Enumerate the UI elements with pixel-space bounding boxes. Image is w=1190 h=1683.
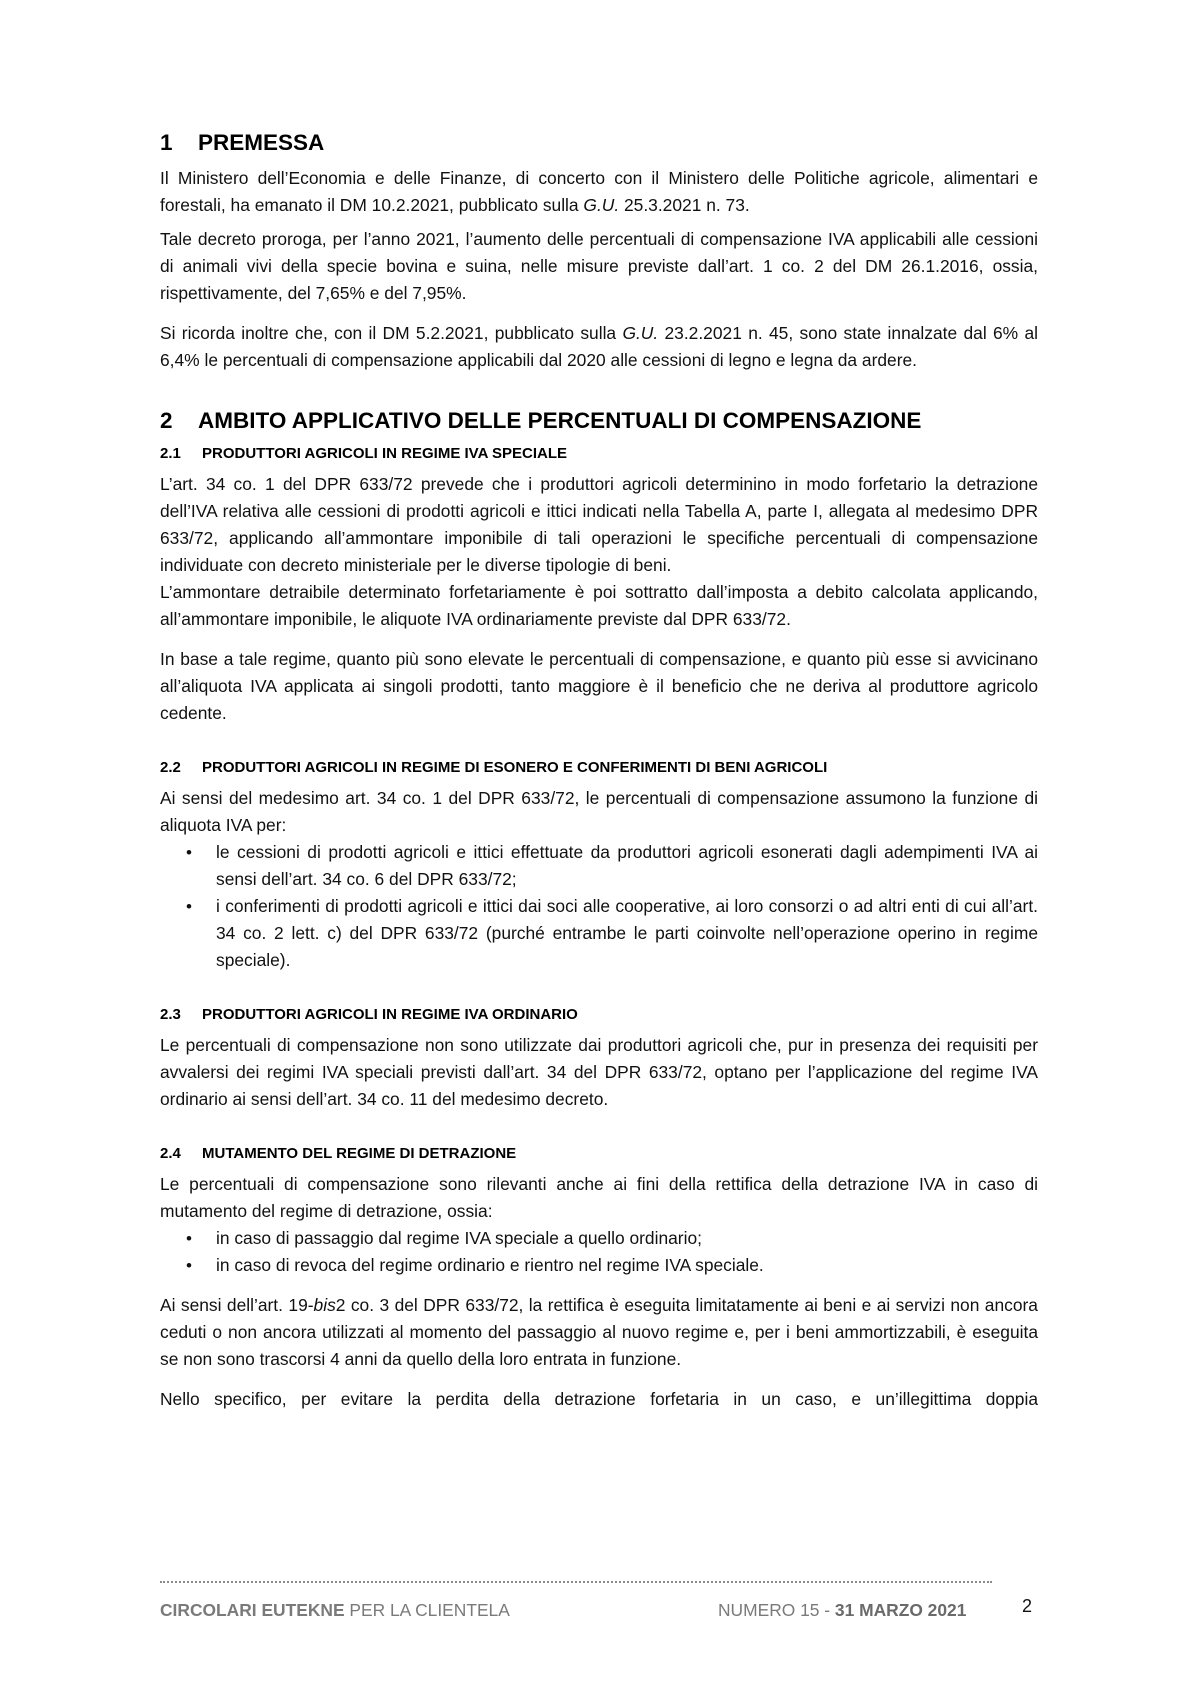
paragraph: Ai sensi del medesimo art. 34 co. 1 del DPR 633/72, le percentuali di compensazione assumono la funzione di aliquota IVA per: xyxy=(160,788,1038,835)
paragraph: Tale decreto proroga, per l’anno 2021, l’aumento delle percentuali di compensazione IVA applicabili alle cessioni di animali vivi della specie bovina e suina, nelle misure previste dall’art. 1 co. 2 del DM 26.1.2016, ossia, rispettivamente, del 7,65% e del 7,95%. xyxy=(160,229,1038,303)
section-title: PREMESSA xyxy=(198,130,325,155)
page-number: 2 xyxy=(1022,1596,1033,1616)
paragraph: In base a tale regime, quanto più sono elevate le percentuali di compensazione, e quanto più esse si avvicinano all’aliquota IVA applicata ai singoli prodotti, tanto maggiore è il beneficio che ne deriva al produttore agricolo cedente. xyxy=(160,649,1038,723)
bullet-icon: • xyxy=(186,1256,192,1275)
footer-divider xyxy=(160,1581,992,1583)
section-number: 2 xyxy=(160,408,173,433)
paragraph: L’art. 34 co. 1 del DPR 633/72 prevede che i produttori agricoli determinino in modo forfetario la detrazione dell’IVA relativa alle cessioni di prodotti agricoli e ittici indicati nella Tabella A, parte I, allegata al medesimo DPR 633/72, applicando all’ammontare imponibile di tali operazioni le specifiche percentuali di compensazione individuate con decreto ministeriale per le diverse tipologie di beni. xyxy=(160,474,1038,575)
issue-info: NUMERO 15 - 31 MARZO 2021 xyxy=(718,1600,967,1620)
paragraph: Nello specifico, per evitare la perdita della detrazione forfetaria in un caso, e un’illegittima doppia xyxy=(160,1389,1038,1409)
list-item: • le cessioni di prodotti agricoli e ittici effettuate da produttori agricoli esonerati dagli adempimenti IVA ai sensi dell’art. 34 co. 6 del DPR 633/72; xyxy=(160,839,1038,893)
subsection-heading-2-3: 2.3 PRODUTTORI AGRICOLI IN REGIME IVA ORDINARIO xyxy=(160,1006,578,1023)
list-item: • i conferimenti di prodotti agricoli e ittici dai soci alle cooperative, ai loro consorzi o ad altri enti di cui all’art. 34 co. 2 lett. c) del DPR 633/72 (purché entrambe le parti coinvolte nell’operazione operino in regime speciale). xyxy=(160,893,1038,974)
paragraph: Ai sensi dell’art. 19-bis2 co. 3 del DPR 633/72, la rettifica è eseguita limitatamente ai beni e ai servizi non ancora ceduti o non ancora utilizzati al momento del passaggio al nuovo regime e, per i beni ammortizzabili, è eseguita se non sono trascorsi 4 anni da quello della loro entrata in funzione. xyxy=(160,1295,1038,1369)
paragraph: L’ammontare detraibile determinato forfetariamente è poi sottratto dall’imposta a debito calcolata applicando, all’ammontare imponibile, le aliquote IVA ordinariamente previste dal DPR 633/72. xyxy=(160,582,1038,629)
bullet-list xyxy=(160,839,1038,974)
subsection-heading-2-4: 2.4 MUTAMENTO DEL REGIME DI DETRAZIONE xyxy=(160,1145,517,1162)
subsection-heading-2-2: 2.2 PRODUTTORI AGRICOLI IN REGIME DI ESONERO E CONFERIMENTI DI BENI AGRICOLI xyxy=(160,759,828,776)
list-item: • in caso di passaggio dal regime IVA speciale a quello ordinario; xyxy=(160,1225,1038,1252)
bullet-icon: • xyxy=(186,1229,192,1248)
list-item: • in caso di revoca del regime ordinario e rientro nel regime IVA speciale. xyxy=(160,1252,1038,1279)
paragraph: Le percentuali di compensazione sono rilevanti anche ai fini della rettifica della detrazione IVA in caso di mutamento del regime di detrazione, ossia: xyxy=(160,1174,1038,1221)
section-heading-ambito xyxy=(160,406,1038,436)
section-title: AMBITO APPLICATIVO DELLE PERCENTUALI DI COMPENSAZIONE xyxy=(198,408,922,433)
subsection-heading-2-1: 2.1 PRODUTTORI AGRICOLI IN REGIME IVA SPECIALE xyxy=(160,445,568,462)
publication-name: CIRCOLARI EUTEKNE PER LA CLIENTELA xyxy=(160,1600,510,1620)
paragraph: Si ricorda inoltre che, con il DM 5.2.2021, pubblicato sulla G.U. 23.2.2021 n. 45, sono state innalzate dal 6% al 6,4% le percentuali di compensazione applicabili dal 2020 alle cessioni di legno e legna da ardere. xyxy=(160,323,1038,370)
paragraph: Le percentuali di compensazione non sono utilizzate dai produttori agricoli che, pur in presenza dei requisiti per avvalersi dei regimi IVA speciali previsti dall’art. 34 del DPR 633/72, optano per l’applicazione del regime IVA ordinario ai sensi dell’art. 34 co. 11 del medesimo decreto. xyxy=(160,1035,1038,1109)
section-number: 1 xyxy=(160,130,173,155)
section-heading-premessa xyxy=(160,128,1038,158)
bullet-icon: • xyxy=(186,843,192,862)
bullet-list xyxy=(160,1225,1038,1279)
paragraph: Il Ministero dell’Economia e delle Finanze, di concerto con il Ministero delle Politiche agricole, alimentari e forestali, ha emanato il DM 10.2.2021, pubblicato sulla G.U. 25.3.2021 n. 73. xyxy=(160,168,1038,215)
bullet-icon: • xyxy=(186,897,192,916)
page-footer xyxy=(160,1596,1038,1624)
document-body xyxy=(160,128,1038,1413)
